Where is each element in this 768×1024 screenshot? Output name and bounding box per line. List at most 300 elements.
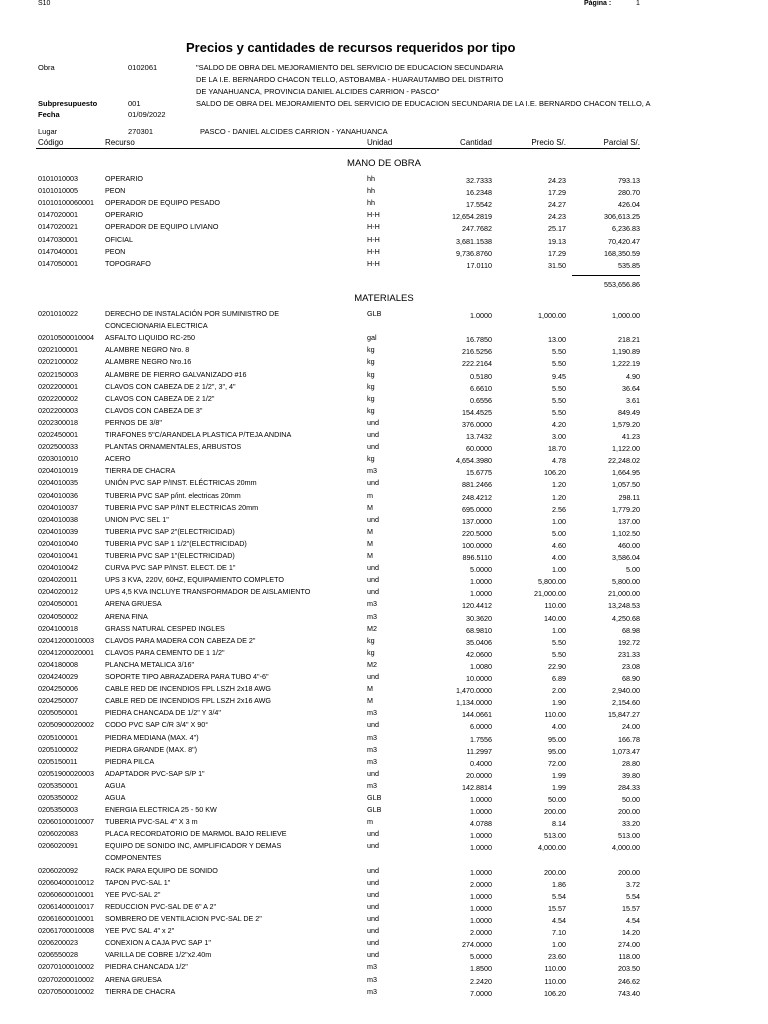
table-row [0,793,768,805]
row-price: 24.23 [548,176,566,185]
row-partial: 200.00 [618,807,640,817]
row-qty: 1,470.0000 [456,686,492,696]
row-qty: 5.0000 [470,952,492,962]
row-price: 6.89 [552,674,566,683]
row-partial: 5,800.00 [612,577,640,587]
row-code: 0202200002 [38,393,78,403]
row-code: 0101010003 [38,174,78,183]
row-partial: 1,779.20 [612,504,640,514]
row-price: 23.60 [548,952,566,962]
row-qty: 4.0788 [470,819,492,829]
row-code: 0204050002 [38,611,78,621]
row-partial: 23.08 [622,661,640,671]
row-unit: GLB [367,793,382,802]
row-unit: und [367,768,379,778]
row-unit: hh [367,198,375,208]
row-price: 5.50 [552,395,566,405]
table-row [0,382,768,394]
row-resource: YEE PVC SAL 4" x 2" [105,926,175,936]
table-row [0,612,768,624]
row-code: 0204250006 [38,684,78,694]
table-row [0,515,768,527]
row-code: 0206020083 [38,829,78,839]
row-unit: und [367,914,379,923]
row-qty: 32.7333 [466,176,492,185]
col-qty: Cantidad [459,138,492,147]
row-code: 0204010042 [38,563,78,573]
row-qty: 1,134.0000 [456,698,492,708]
row-price: 1.00 [552,565,566,575]
row-price: 8.14 [552,819,566,829]
table-row [0,987,768,999]
row-price: 5,800.00 [538,577,566,587]
row-resource: TUBERIA PVC-SAL 4" X 3 m [105,817,198,827]
row-qty: 0.5180 [470,371,492,381]
row-qty: 12,654.2819 [452,212,492,222]
row-price: 2.56 [552,504,566,514]
table-row [0,696,768,708]
row-price: 513.00 [544,831,566,841]
row-price: 31.50 [548,260,566,270]
table-row [0,259,768,271]
row-qty: 881.2466 [462,480,492,490]
row-price: 106.20 [544,988,566,998]
row-price: 13.00 [548,335,566,345]
table-row [0,829,768,841]
row-code: 0206020092 [38,865,78,875]
row-partial: 166.78 [618,734,640,744]
row-code: 0204250007 [38,696,78,706]
row-price: 25.17 [548,224,566,234]
row-code: 0204010039 [38,526,78,536]
row-qty: 376.0000 [462,419,492,429]
row-unit: m3 [367,974,377,984]
table-row [0,950,768,962]
row-unit: H-H [367,258,380,268]
row-price: 9.45 [552,371,566,381]
row-qty: 144.0661 [462,710,492,720]
row-resource: UNIÓN PVC SAP P/INST. ELÉCTRICAS 20mm [105,478,257,488]
row-unit: m3 [367,986,377,996]
row-partial: 1,122.00 [612,444,640,454]
row-unit: und [367,430,379,439]
table-row [0,660,768,672]
row-qty: 1.0000 [470,843,492,853]
row-unit: und [367,829,379,839]
row-qty: 1.0000 [470,795,492,804]
table-row [0,247,768,259]
table-row [0,866,768,878]
row-code: 02051900020003 [38,768,94,778]
row-code: 0206020091 [38,841,78,851]
row-code: 0202150003 [38,369,78,379]
row-resource-continued: COMPONENTES [105,853,162,863]
row-resource: TIRAFONES 5"C/ARANDELA PLASTICA P/TEJA ANDINA [105,430,292,439]
row-resource: UNION PVC SEL 1" [105,514,169,524]
row-price: 4.60 [552,540,566,550]
row-qty: 216.5256 [462,347,492,357]
col-resource: Recurso [105,138,135,147]
row-code: 0205100001 [38,732,78,742]
row-resource: CONEXION A CAJA PVC SAP 1" [105,938,211,948]
row-unit: und [367,563,379,573]
row-resource: CURVA PVC SAP P/INST. ELECT. DE 1" [105,563,236,573]
obra-code: 0102061 [128,63,158,72]
row-unit: M [367,502,373,512]
col-partial: Parcial S/. [603,138,640,147]
row-code: 0203010010 [38,454,78,464]
row-price: 5.50 [552,383,566,393]
row-unit: und [367,672,379,681]
row-resource: CLAVOS PARA CEMENTO DE 1 1/2" [105,647,225,657]
row-qty: 6.6610 [470,383,492,393]
row-partial: 33.20 [622,819,640,829]
row-code: 0205100002 [38,744,78,754]
table-row [0,394,768,406]
row-resource: TUBERIA PVC SAP p/int. electricas 20mm [105,490,241,500]
row-code: 0205050001 [38,708,78,718]
row-partial: 1,190.89 [612,347,640,357]
row-unit: und [367,950,379,960]
row-unit: kg [367,454,375,464]
row-code: 02061700010008 [38,926,94,936]
row-price: 21,000.00 [534,589,566,599]
obra-desc-line-2: DE LA I.E. BERNARDO CHACON TELLO, ASTOBAMBA - HUARAUTAMBO DEL DISTRITO [196,75,504,84]
row-unit: und [367,877,379,887]
row-price: 4.00 [552,722,566,732]
row-qty: 222.2164 [462,359,492,369]
row-qty: 896.5110 [462,553,492,562]
row-resource-continued: CONCECIONARIA ELECTRICA [105,321,208,330]
row-code: 02060100010007 [38,817,94,827]
row-partial: 200.00 [618,867,640,877]
row-unit: kg [367,381,375,391]
row-code: 0202450001 [38,430,78,439]
table-row [0,636,768,648]
table-row [0,357,768,369]
row-unit: M [367,696,373,706]
row-code: 0202200001 [38,381,78,391]
row-code: 0147020021 [38,222,78,232]
row-resource: PLANTAS ORNAMENTALES, ARBUSTOS [105,442,242,452]
row-price: 50.00 [548,795,566,804]
row-partial: 280.70 [618,188,640,198]
row-price: 110.00 [544,710,566,720]
row-resource: CLAVOS PARA MADERA CON CABEZA DE 2" [105,635,256,645]
row-unit: H-H [367,210,380,220]
row-unit: M [367,684,373,694]
row-unit: m [367,817,373,827]
row-code: 02060400010012 [38,877,94,887]
table-row [0,587,768,599]
row-qty: 248.4212 [462,492,492,502]
row-code: 0205350003 [38,805,78,815]
row-qty: 16.2348 [466,188,492,198]
row-partial: 36.64 [622,383,640,393]
row-resource: ARENA GRUESA [105,974,162,984]
row-resource: OPERADOR DE EQUIPO LIVIANO [105,222,219,232]
row-code: 0205150011 [38,756,78,766]
row-price: 5.50 [552,649,566,659]
row-qty: 274.0000 [462,940,492,950]
row-partial: 793.13 [618,176,640,185]
row-code: 02070200010002 [38,974,94,984]
row-price: 5.50 [552,359,566,369]
table-row [0,914,768,926]
row-partial: 5.54 [626,891,640,901]
page-label: Página : [584,0,612,7]
row-price: 18.70 [548,444,566,454]
table-row [0,454,768,466]
row-price: 19.13 [548,236,566,246]
row-resource: ARENA FINA [105,611,148,621]
table-row [0,198,768,210]
row-partial: 14.20 [622,928,640,938]
row-qty: 7.0000 [470,988,492,998]
row-qty: 2.0000 [470,879,492,889]
table-row [0,781,768,793]
table-row [0,345,768,357]
row-code: 0204010037 [38,502,78,512]
row-price: 1.20 [552,492,566,502]
lugar-code: 270301 [128,127,154,136]
row-partial: 3.72 [626,879,640,889]
row-unit: und [367,926,379,936]
row-partial: 28.80 [622,758,640,768]
row-code: 0205350001 [38,780,78,790]
row-unit: und [367,478,379,488]
row-qty: 1.0000 [470,831,492,841]
row-partial: 1,222.19 [612,359,640,369]
row-partial: 68.90 [622,674,640,683]
table-row [0,406,768,418]
row-qty: 0.6556 [470,395,492,405]
row-resource: REDUCCION PVC-SAL DE 6" A 2" [105,901,217,911]
row-partial: 1,073.47 [612,746,640,756]
row-code: 0147040001 [38,246,78,256]
row-qty: 1.0000 [470,903,492,913]
row-resource: RACK PARA EQUIPO DE SONIDO [105,865,218,875]
row-qty: 100.0000 [462,540,492,550]
row-price: 5.50 [552,637,566,647]
row-partial: 168,350.59 [604,248,640,258]
row-unit: kg [367,345,375,355]
row-code: 0202100002 [38,357,78,367]
row-price: 106.20 [544,468,566,478]
row-resource: AGUA [105,780,126,790]
row-partial: 298.11 [618,492,640,502]
row-partial: 743.40 [618,988,640,998]
table-row [0,745,768,757]
row-unit: H-H [367,234,380,244]
row-code: 02010500010004 [38,333,94,343]
row-partial: 68.98 [622,625,640,635]
row-price: 24.27 [548,200,566,210]
row-resource: TUBERIA PVC SAP 2"(ELECTRICIDAD) [105,526,235,536]
row-resource: EQUIPO DE SONIDO INC, AMPLIFICADOR Y DEMAS [105,841,282,851]
row-resource: ALAMBRE NEGRO Nro. 8 [105,345,190,355]
obra-label: Obra [38,63,55,72]
section-title-materiales: MATERIALES [354,293,414,304]
row-code: 02061400010017 [38,901,94,911]
row-qty: 6.0000 [470,722,492,732]
row-qty: 2.2420 [470,976,492,986]
row-qty: 1.0000 [470,891,492,901]
row-unit: m3 [367,780,377,790]
row-resource: UPS 3 KVA, 220V, 60HZ, EQUIPAMIENTO COMPLETO [105,575,284,585]
row-code: 0147030001 [38,234,78,244]
row-partial: 1,102.50 [612,528,640,538]
row-price: 4.00 [552,553,566,562]
col-code: Código [38,138,64,147]
table-row [0,624,768,636]
table-row [0,466,768,478]
table-row [0,563,768,575]
row-partial: 231.33 [618,649,640,659]
table-row [0,769,768,781]
col-price: Precio S/. [531,138,566,147]
row-qty: 1.0000 [470,577,492,587]
table-row [0,491,768,503]
row-partial: 1,057.50 [612,480,640,490]
table-row [0,926,768,938]
row-code: 0202300018 [38,417,78,427]
row-price: 5.50 [552,407,566,417]
row-qty: 1.0000 [470,807,492,817]
row-price: 95.00 [548,746,566,756]
row-unit: GLB [367,805,382,815]
row-unit: und [367,841,379,851]
table-row [0,539,768,551]
row-price: 5.50 [552,347,566,357]
row-resource: PIEDRA GRANDE (MAX. 8") [105,744,198,754]
row-price: 1.20 [552,480,566,490]
row-price: 140.00 [544,613,566,623]
row-code: 0201010022 [38,309,78,318]
row-resource: ALAMBRE NEGRO Nro.16 [105,357,192,367]
row-partial: 6,236.83 [612,224,640,234]
row-partial: 21,000.00 [608,589,640,599]
page-number: 1 [636,0,640,7]
lugar-label: Lugar [38,127,58,136]
row-unit: kg [367,369,375,379]
row-resource: SOMBRERO DE VENTILACION PVC-SAL DE 2" [105,914,262,923]
row-resource: TIERRA DE CHACRA [105,466,176,476]
row-code: 02041200010003 [38,635,94,645]
row-partial: 1,664.95 [612,468,640,478]
row-code: 02050900020002 [38,720,94,730]
row-code: 0206550028 [38,950,78,960]
row-unit: m3 [367,466,377,476]
row-partial: 2,154.60 [612,698,640,708]
row-resource: ENERGIA ELECTRICA 25 - 50 KW [105,805,217,815]
row-qty: 17.0110 [466,260,492,270]
table-row [0,599,768,611]
table-row [0,733,768,745]
row-resource: ASFALTO LIQUIDO RC-250 [105,333,196,343]
row-qty: 35.0406 [466,637,492,647]
row-partial: 118.00 [618,952,640,962]
row-resource: TUBERIA PVC SAP 1 1/2"(ELECTRICIDAD) [105,538,247,548]
row-partial: 306,613.25 [604,212,640,222]
row-code: 0204010041 [38,551,78,560]
row-resource: UPS 4,5 KVA INCLUYE TRANSFORMADOR DE AISLAMIENTO [105,587,311,597]
row-price: 110.00 [544,964,566,974]
row-price: 3.00 [552,432,566,441]
table-row [0,878,768,890]
row-price: 1.00 [552,940,566,950]
row-unit: M2 [367,623,377,633]
row-resource: ADAPTADOR PVC-SAP S/P 1" [105,768,205,778]
row-qty: 20.0000 [466,770,492,780]
section-title-mano-de-obra: MANO DE OBRA [347,158,421,169]
row-price: 1.99 [552,770,566,780]
row-resource: PLACA RECORDATORIO DE MARMOL BAJO RELIEVE [105,829,287,839]
row-partial: 284.33 [618,782,640,792]
subpresupuesto-code: 001 [128,99,141,108]
row-price: 200.00 [544,807,566,817]
row-resource: PIEDRA PILCA [105,756,155,766]
mano-de-obra-total: 553,656.86 [604,280,640,289]
row-unit: und [367,938,379,948]
fecha-value: 01/09/2022 [128,110,166,119]
row-code: 0202100001 [38,345,78,355]
table-row [0,757,768,769]
table-row [0,222,768,234]
row-qty: 9,736.8760 [456,248,492,258]
table-row [0,575,768,587]
lugar-desc: PASCO - DANIEL ALCIDES CARRION - YANAHUANCA [200,127,388,136]
row-unit: M [367,551,373,560]
row-resource: OPERARIO [105,210,143,220]
row-partial: 70,420.47 [608,236,640,246]
table-row [0,708,768,720]
row-price: 4.78 [552,456,566,466]
row-resource: PERNOS DE 3/8" [105,417,162,427]
row-partial: 246.62 [618,976,640,986]
row-qty: 11.2997 [466,746,492,756]
row-unit: M2 [367,659,377,669]
row-unit: kg [367,647,375,657]
row-code: 0204010040 [38,538,78,548]
row-partial: 203.50 [618,964,640,974]
row-qty: 247.7682 [462,224,492,234]
row-price: 5.00 [552,528,566,538]
row-price: 95.00 [548,734,566,744]
table-row [0,890,768,902]
row-partial: 4.54 [626,916,640,925]
subpresupuesto-label: Subpresupuesto [38,99,98,108]
row-unit: kg [367,357,375,367]
table-row [0,527,768,539]
row-price: 5.54 [552,891,566,901]
row-resource: CODO PVC SAP C/R 3/4" X 90° [105,720,209,730]
row-resource: ACERO [105,454,131,464]
row-partial: 849.49 [618,407,640,417]
row-partial: 3.61 [626,395,640,405]
row-partial: 218.21 [618,335,640,345]
row-resource: TUBERIA PVC SAP 1"(ELECTRICIDAD) [105,551,235,560]
row-code: 0204100018 [38,623,78,633]
row-price: 4,000.00 [538,843,566,853]
table-row [0,938,768,950]
row-qty: 142.8814 [462,782,492,792]
row-price: 110.00 [544,976,566,986]
row-code: 01010100060001 [38,198,94,208]
row-code: 0147020001 [38,210,78,220]
row-partial: 513.00 [618,831,640,841]
row-code: 0204010036 [38,490,78,500]
